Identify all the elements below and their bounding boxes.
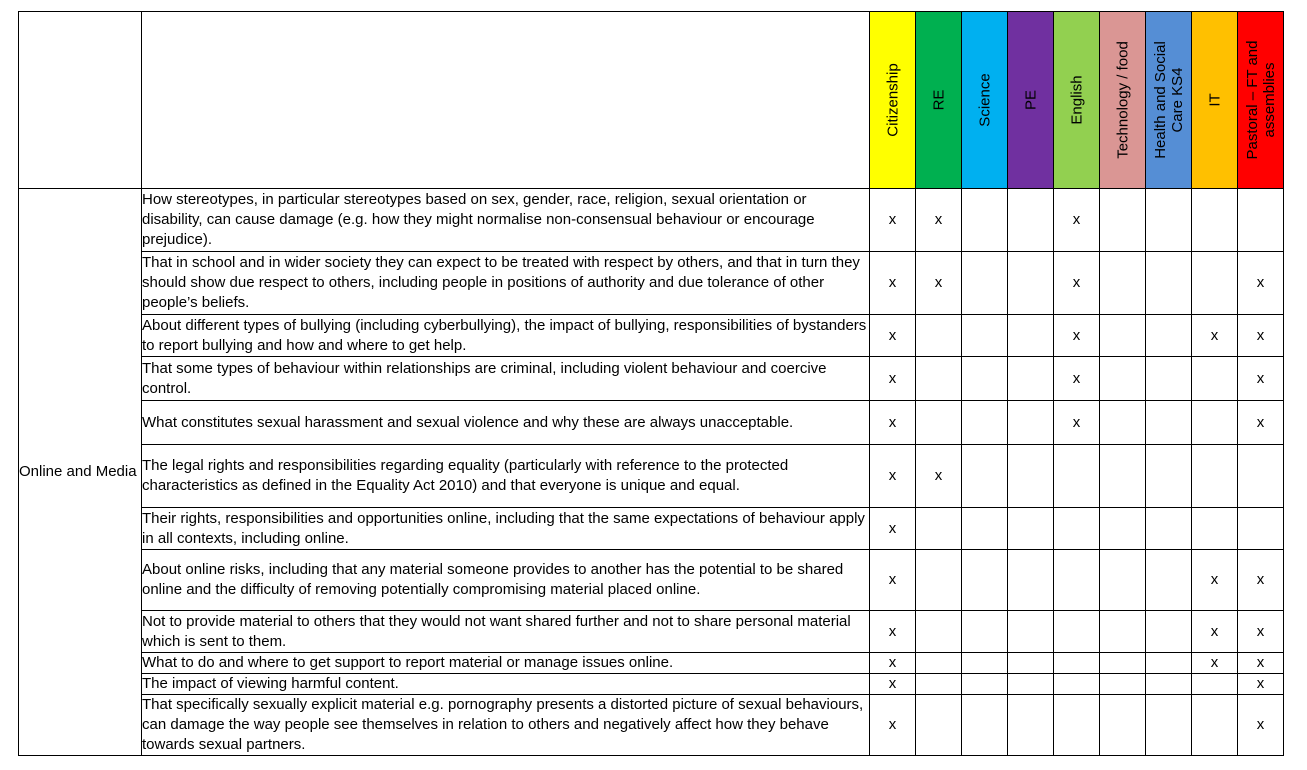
coverage-mark-citizenship: x (870, 357, 916, 401)
table-row (19, 695, 1284, 756)
coverage-mark-citizenship: x (870, 653, 916, 674)
coverage-mark-technology-food (1100, 252, 1146, 315)
coverage-mark-health-and-social-care-ks4 (1146, 315, 1192, 357)
subject-label: Science (976, 73, 993, 127)
coverage-mark-pe (1008, 550, 1054, 611)
coverage-mark-pe (1008, 611, 1054, 653)
coverage-mark-pe (1008, 189, 1054, 252)
header-topic-cell (19, 12, 142, 189)
coverage-mark-english (1054, 445, 1100, 508)
coverage-mark-science (962, 611, 1008, 653)
coverage-mark-english: x (1054, 315, 1100, 357)
subject-header-science (962, 12, 1008, 189)
curriculum-matrix-table (18, 11, 1284, 756)
subject-label: Pastoral – FT and assemblies (1243, 40, 1278, 160)
coverage-mark-it: x (1192, 653, 1238, 674)
coverage-mark-pe (1008, 508, 1054, 550)
coverage-mark-technology-food (1100, 611, 1146, 653)
coverage-mark-re (916, 550, 962, 611)
table-row (19, 252, 1284, 315)
coverage-mark-technology-food (1100, 315, 1146, 357)
coverage-mark-re (916, 611, 962, 653)
learning-objective: How stereotypes, in particular stereotypes based on sex, gender, race, religion, sexual orientation or disability, can cause damage (e.g. how they might normalise non-consensual behaviour or encourage prejudice). (142, 189, 870, 252)
coverage-mark-it (1192, 445, 1238, 508)
coverage-mark-pastoral-ft-and-assemblies (1238, 508, 1284, 550)
coverage-mark-english: x (1054, 401, 1100, 445)
coverage-mark-english (1054, 508, 1100, 550)
coverage-mark-science (962, 550, 1008, 611)
learning-objective: That specifically sexually explicit material e.g. pornography presents a distorted picture of sexual behaviours, can damage the way people see themselves in relation to others and negatively affect how they behave towards sexual partners. (142, 695, 870, 756)
coverage-mark-it (1192, 674, 1238, 695)
coverage-mark-health-and-social-care-ks4 (1146, 189, 1192, 252)
coverage-mark-pe (1008, 315, 1054, 357)
learning-objective: About different types of bullying (including cyberbullying), the impact of bullying, responsibilities of bystanders to report bullying and how and where to get help. (142, 315, 870, 357)
subject-label: PE (1022, 89, 1039, 111)
coverage-mark-re (916, 508, 962, 550)
coverage-mark-health-and-social-care-ks4 (1146, 611, 1192, 653)
learning-objective: That in school and in wider society they can expect to be treated with respect by others, and that in turn they should show due respect to others, including people in positions of authority and due tolerance of other people’s beliefs. (142, 252, 870, 315)
coverage-mark-science (962, 674, 1008, 695)
coverage-mark-english: x (1054, 189, 1100, 252)
coverage-mark-it: x (1192, 315, 1238, 357)
coverage-mark-re: x (916, 252, 962, 315)
coverage-mark-health-and-social-care-ks4 (1146, 674, 1192, 695)
coverage-mark-pe (1008, 653, 1054, 674)
coverage-mark-pastoral-ft-and-assemblies: x (1238, 695, 1284, 756)
subject-label: Citizenship (884, 63, 901, 137)
coverage-mark-english (1054, 674, 1100, 695)
coverage-mark-it (1192, 189, 1238, 252)
subject-header-citizenship (870, 12, 916, 189)
coverage-mark-science (962, 189, 1008, 252)
coverage-mark-technology-food (1100, 189, 1146, 252)
learning-objective: The impact of viewing harmful content. (142, 674, 870, 695)
coverage-mark-science (962, 401, 1008, 445)
coverage-mark-re (916, 401, 962, 445)
coverage-mark-health-and-social-care-ks4 (1146, 550, 1192, 611)
coverage-mark-re: x (916, 189, 962, 252)
coverage-mark-technology-food (1100, 508, 1146, 550)
coverage-mark-technology-food (1100, 401, 1146, 445)
coverage-mark-english: x (1054, 357, 1100, 401)
coverage-mark-technology-food (1100, 550, 1146, 611)
coverage-mark-technology-food (1100, 674, 1146, 695)
coverage-mark-re: x (916, 445, 962, 508)
table-row (19, 508, 1284, 550)
coverage-mark-citizenship: x (870, 508, 916, 550)
coverage-mark-health-and-social-care-ks4 (1146, 695, 1192, 756)
coverage-mark-technology-food (1100, 695, 1146, 756)
coverage-mark-pastoral-ft-and-assemblies: x (1238, 357, 1284, 401)
table-row (19, 401, 1284, 445)
learning-objective: Not to provide material to others that they would not want shared further and not to share personal material which is sent to them. (142, 611, 870, 653)
coverage-mark-pastoral-ft-and-assemblies: x (1238, 252, 1284, 315)
coverage-mark-health-and-social-care-ks4 (1146, 445, 1192, 508)
coverage-mark-pastoral-ft-and-assemblies: x (1238, 653, 1284, 674)
coverage-mark-science (962, 315, 1008, 357)
coverage-mark-it (1192, 252, 1238, 315)
learning-objective: What to do and where to get support to report material or manage issues online. (142, 653, 870, 674)
coverage-mark-english: x (1054, 252, 1100, 315)
coverage-mark-it (1192, 695, 1238, 756)
coverage-mark-technology-food (1100, 357, 1146, 401)
coverage-mark-it: x (1192, 611, 1238, 653)
coverage-mark-science (962, 357, 1008, 401)
coverage-mark-citizenship: x (870, 401, 916, 445)
coverage-mark-pastoral-ft-and-assemblies: x (1238, 550, 1284, 611)
header-description-cell (142, 12, 870, 189)
coverage-mark-citizenship: x (870, 189, 916, 252)
coverage-mark-pastoral-ft-and-assemblies: x (1238, 611, 1284, 653)
coverage-mark-health-and-social-care-ks4 (1146, 401, 1192, 445)
coverage-mark-citizenship: x (870, 550, 916, 611)
subject-header-english (1054, 12, 1100, 189)
coverage-mark-it: x (1192, 550, 1238, 611)
coverage-mark-english (1054, 653, 1100, 674)
subject-header-pe (1008, 12, 1054, 189)
subject-label: Health and Social Care KS4 (1151, 41, 1186, 159)
coverage-mark-citizenship: x (870, 315, 916, 357)
subject-header-pastoral-ft-and-assemblies (1238, 12, 1284, 189)
coverage-mark-science (962, 653, 1008, 674)
subject-label: Technology / food (1114, 41, 1131, 159)
coverage-mark-pe (1008, 252, 1054, 315)
table-row (19, 189, 1284, 252)
table-body (19, 189, 1284, 756)
coverage-mark-re (916, 315, 962, 357)
coverage-mark-science (962, 445, 1008, 508)
coverage-mark-technology-food (1100, 445, 1146, 508)
coverage-mark-health-and-social-care-ks4 (1146, 252, 1192, 315)
table-row (19, 550, 1284, 611)
coverage-mark-pe (1008, 674, 1054, 695)
subject-header-technology-food (1100, 12, 1146, 189)
coverage-mark-re (916, 653, 962, 674)
coverage-mark-health-and-social-care-ks4 (1146, 508, 1192, 550)
coverage-mark-science (962, 695, 1008, 756)
coverage-mark-citizenship: x (870, 611, 916, 653)
table-row (19, 445, 1284, 508)
coverage-mark-it (1192, 357, 1238, 401)
coverage-mark-health-and-social-care-ks4 (1146, 653, 1192, 674)
subject-header-re (916, 12, 962, 189)
coverage-mark-it (1192, 401, 1238, 445)
coverage-mark-citizenship: x (870, 674, 916, 695)
table-row (19, 611, 1284, 653)
coverage-mark-re (916, 674, 962, 695)
coverage-mark-pastoral-ft-and-assemblies: x (1238, 401, 1284, 445)
table-row (19, 674, 1284, 695)
coverage-mark-health-and-social-care-ks4 (1146, 357, 1192, 401)
learning-objective: The legal rights and responsibilities regarding equality (particularly with reference to the protected characteristics as defined in the Equality Act 2010) and that everyone is unique and equal. (142, 445, 870, 508)
subject-label: English (1068, 75, 1085, 125)
coverage-mark-pe (1008, 695, 1054, 756)
coverage-mark-pastoral-ft-and-assemblies: x (1238, 674, 1284, 695)
coverage-mark-pastoral-ft-and-assemblies (1238, 445, 1284, 508)
subject-label: IT (1206, 93, 1223, 107)
coverage-mark-pe (1008, 445, 1054, 508)
coverage-mark-pastoral-ft-and-assemblies: x (1238, 315, 1284, 357)
learning-objective: About online risks, including that any material someone provides to another has the potential to be shared online and the difficulty of removing potentially compromising material placed online. (142, 550, 870, 611)
coverage-mark-re (916, 695, 962, 756)
coverage-mark-science (962, 252, 1008, 315)
subject-header-health-and-social-care-ks4 (1146, 12, 1192, 189)
learning-objective: That some types of behaviour within relationships are criminal, including violent behaviour and coercive control. (142, 357, 870, 401)
table-row (19, 653, 1284, 674)
coverage-mark-citizenship: x (870, 445, 916, 508)
table-row (19, 315, 1284, 357)
topic-cell: Online and Media (19, 189, 142, 756)
coverage-mark-english (1054, 611, 1100, 653)
coverage-mark-pe (1008, 401, 1054, 445)
learning-objective: Their rights, responsibilities and opportunities online, including that the same expectations of behaviour apply in all contexts, including online. (142, 508, 870, 550)
coverage-mark-pastoral-ft-and-assemblies (1238, 189, 1284, 252)
coverage-mark-it (1192, 508, 1238, 550)
coverage-mark-citizenship: x (870, 695, 916, 756)
coverage-mark-english (1054, 695, 1100, 756)
coverage-mark-english (1054, 550, 1100, 611)
subject-header-it (1192, 12, 1238, 189)
subject-label: RE (930, 89, 947, 111)
learning-objective: What constitutes sexual harassment and sexual violence and why these are always unacceptable. (142, 401, 870, 445)
coverage-mark-re (916, 357, 962, 401)
table-row (19, 357, 1284, 401)
coverage-mark-pe (1008, 357, 1054, 401)
coverage-mark-technology-food (1100, 653, 1146, 674)
coverage-mark-science (962, 508, 1008, 550)
coverage-mark-citizenship: x (870, 252, 916, 315)
header-row (19, 12, 1284, 189)
